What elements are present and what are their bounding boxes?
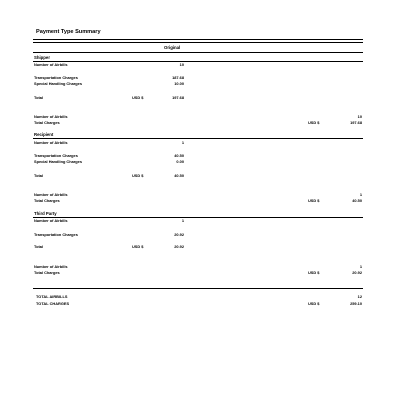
airbills-label: Number of Airbills	[34, 218, 68, 223]
currency-label: USD $	[132, 173, 144, 178]
header-divider-top	[33, 39, 363, 40]
currency-label: USD $	[132, 244, 144, 249]
section-divider-recipient	[33, 138, 363, 139]
total-charges-value: 259.10	[350, 301, 362, 306]
header-divider-second	[33, 42, 363, 43]
currency-label: USD $	[132, 95, 144, 100]
total-label: Total	[34, 173, 44, 178]
charge-label: Special Handling Charges	[34, 159, 82, 164]
summary-charges-label: Total Charges	[34, 198, 60, 203]
charge-value: 10.00	[174, 81, 184, 86]
total-label: Total	[34, 244, 44, 249]
airbills-value: 10	[179, 62, 184, 67]
summary-airbills-value: 1	[359, 264, 362, 269]
summary-airbills-label: Number of Airbills	[34, 264, 68, 269]
airbills-label: Number of Airbills	[34, 140, 68, 145]
column-header-divider	[33, 52, 363, 53]
summary-charges-value: 20.92	[352, 270, 362, 275]
charge-label: Transportation Charges	[34, 75, 78, 80]
summary-currency-label: USD $	[308, 120, 320, 125]
summary-airbills-value: 1	[359, 192, 362, 197]
charge-value: 0.00	[176, 159, 184, 164]
airbills-value: 1	[181, 140, 184, 145]
summary-charges-label: Total Charges	[34, 270, 60, 275]
summary-charges-label: Total Charges	[34, 120, 60, 125]
summary-airbills-label: Number of Airbills	[34, 114, 68, 119]
summary-charges-value: 40.50	[352, 198, 362, 203]
summary-charges-value: 197.68	[350, 120, 362, 125]
charge-label: Transportation Charges	[34, 232, 78, 237]
charge-value: 187.68	[172, 75, 184, 80]
total-value: 197.68	[172, 95, 184, 100]
airbills-label: Number of Airbills	[34, 62, 68, 67]
total-value: 40.50	[174, 173, 184, 178]
airbills-value: 1	[181, 218, 184, 223]
section-divider-shipper	[33, 61, 363, 62]
section-title-recipient: Recipient	[34, 132, 54, 137]
total-airbills-value: 12	[357, 294, 362, 299]
charge-value: 40.50	[174, 153, 184, 158]
total-value: 20.92	[174, 244, 184, 249]
charge-label: Special Handling Charges	[34, 81, 82, 86]
charge-label: Transportation Charges	[34, 153, 78, 158]
section-title-shipper: Shipper	[34, 55, 50, 60]
summary-airbills-label: Number of Airbills	[34, 192, 68, 197]
report-title: Payment Type Summary	[36, 29, 101, 35]
grand-total-currency-label: USD $	[308, 301, 320, 306]
summary-airbills-value: 10	[357, 114, 362, 119]
total-charges-label: TOTAL CHARGES	[36, 301, 70, 306]
charge-value: 20.92	[174, 232, 184, 237]
summary-currency-label: USD $	[308, 270, 320, 275]
section-divider-third-party	[33, 217, 363, 218]
summary-currency-label: USD $	[308, 198, 320, 203]
grand-total-divider	[33, 288, 363, 289]
total-airbills-label: TOTAL AIRBILLS	[36, 294, 68, 299]
column-header-original: Original	[164, 45, 181, 50]
section-title-third-party: Third Party	[34, 211, 57, 216]
total-label: Total	[34, 95, 44, 100]
